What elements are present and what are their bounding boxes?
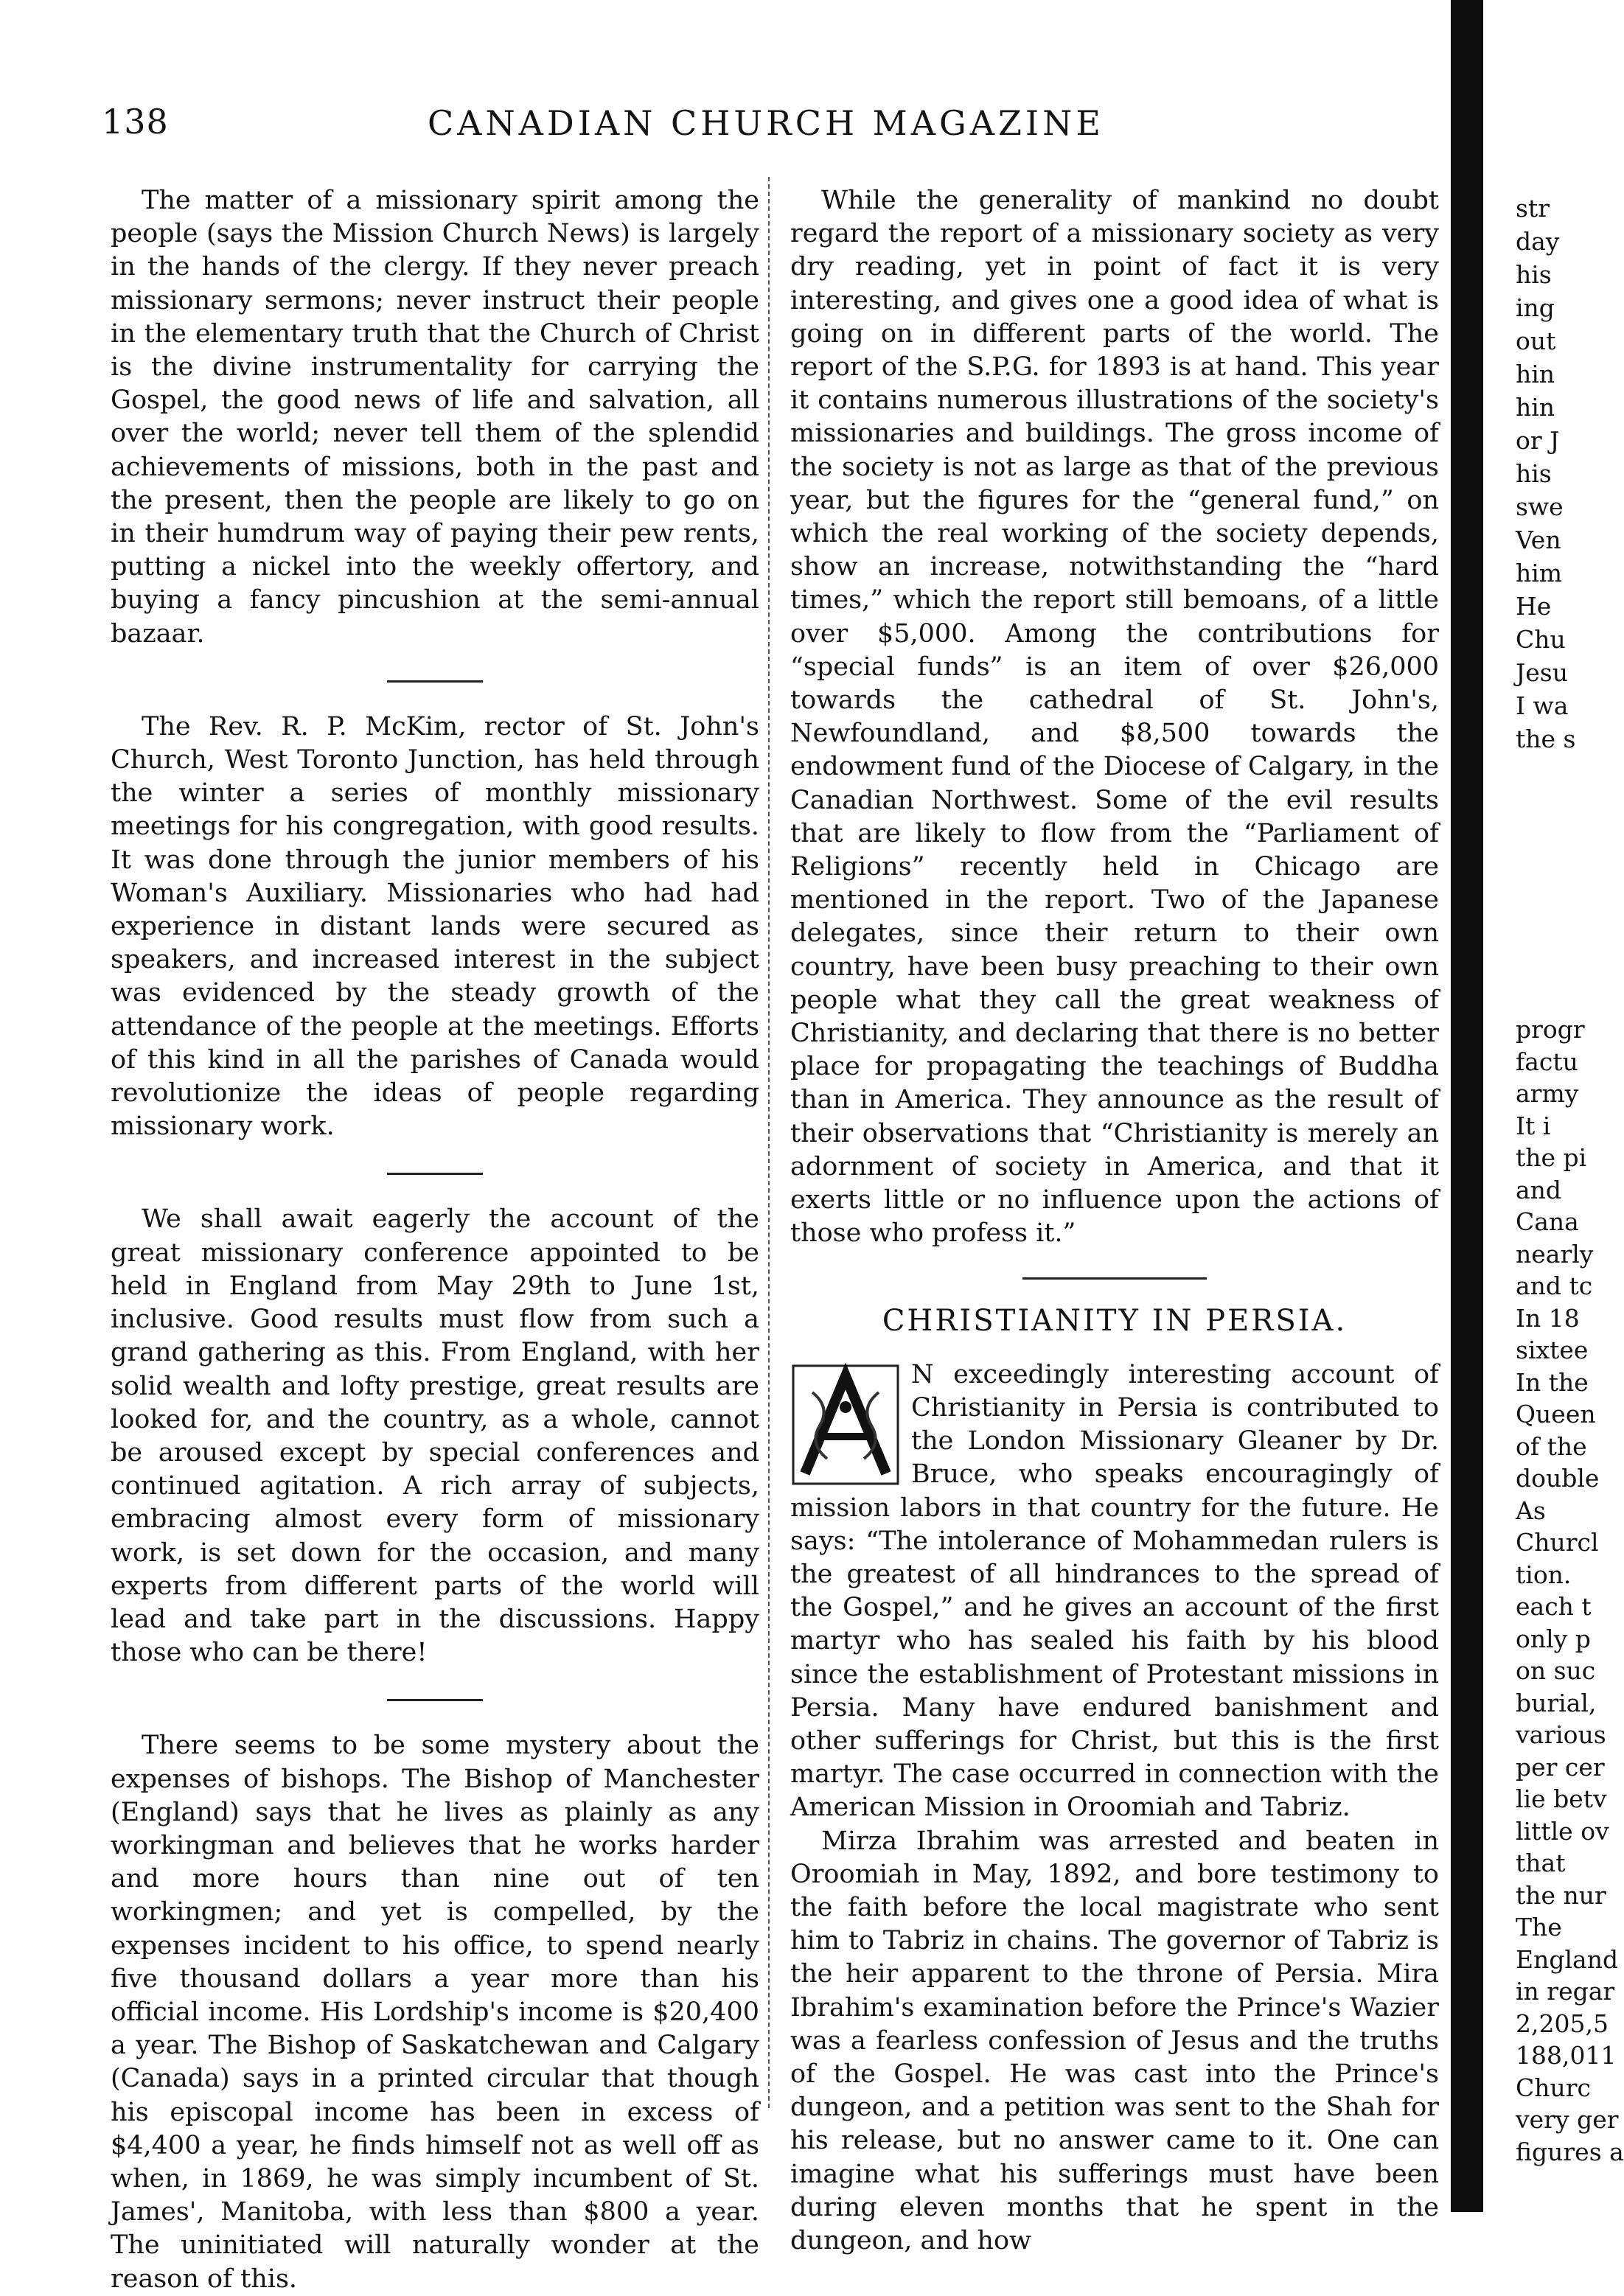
adjacent-page-line: Chu <box>1516 625 1566 654</box>
adjacent-page-fragment <box>1516 0 1624 2212</box>
adjacent-page-line: hin <box>1516 393 1555 422</box>
running-title: CANADIAN CHURCH MAGAZINE <box>428 103 1104 143</box>
right-column <box>790 184 1439 2258</box>
adjacent-page-line: ing <box>1516 293 1555 322</box>
adjacent-page-line: It i <box>1516 1111 1551 1140</box>
adjacent-page-line: little ov <box>1516 1816 1609 1846</box>
adjacent-page-line: double <box>1516 1464 1600 1493</box>
section-divider <box>387 1173 483 1175</box>
paragraph-spg-report: While the generality of mankind no doubt regard the report of a missionary society as very dry reading, yet in point of fact it is very interesting, and gives one a good idea of what is going on in different parts of the world. The report of the S.P.G. for 1893 is at hand. This year it contains numerous illustrations of the society's missionaries and buildings. The gross income of the society is not as large as that of the previous year, but the figures for the “general fund,” on which the real working of the society depends, show an increase, notwithstanding the “hard times,” which the report still bemoans, of a little over $5,000. Among the contributions for “special funds” is an item of over $26,000 towards the cathedral of St. John's, Newfoundland, and $8,500 towards the endowment fund of the Diocese of Calgary, in the Canadian Northwest. Some of the evil results that are likely to flow from the “Parliament of Religions” recently held in Chicago are mentioned in the report. Two of the Japanese delegates, since their return to their own country, have been busy preaching to their own people what they call the great weakness of Christianity, and declaring that there is no better place for propagating the teachings of Buddha than in America. They announce as the result of their observations that “Christianity is merely an adornment of society in America, and that it exerts little or no influence upon the actions of those who profess it.” <box>790 186 1439 1249</box>
adjacent-page-line: Churcl <box>1516 1528 1599 1557</box>
section-divider <box>387 1699 483 1701</box>
adjacent-page-line: him <box>1516 559 1563 587</box>
paragraph-bishops: There seems to be some mystery about the expenses of bishops. The Bishop of Manchester (England) says that he lives as plainly as any workingman and believes that he works harder and more hours than nine out of ten workingmen; and yet is compelled, by the expenses incident to his office, to spend nearly five thousand dollars a year more than his official income. His Lordship's income is $20,400 a year. The Bishop of Saskatchewan and Calgary (Canada) says in a printed circular that though his episcopal income has been in excess of $4,400 a year, he finds himself not as well off as when, in 1869, he was simply incumbent of St. James', Manitoba, with less than $800 a year. The uninitiated will naturally wonder at the reason of this. <box>111 1731 759 2294</box>
adjacent-page-line: Queen <box>1516 1400 1596 1428</box>
binding-shadow <box>1451 0 1483 2212</box>
adjacent-page-line: burial, <box>1516 1688 1597 1717</box>
adjacent-page-line: hin <box>1516 360 1555 388</box>
adjacent-page-line: per cer <box>1516 1752 1605 1782</box>
adjacent-page-line: He <box>1516 592 1552 621</box>
adjacent-page-line: very ger <box>1516 2105 1619 2134</box>
section-divider <box>1022 1277 1207 1280</box>
adjacent-page-line: As <box>1516 1496 1546 1525</box>
adjacent-page-line: 188,011 <box>1516 2041 1617 2070</box>
adjacent-page-line: The <box>1516 1913 1562 1941</box>
adjacent-page-line: tion. <box>1516 1560 1572 1589</box>
adjacent-page-line: his <box>1516 260 1552 289</box>
adjacent-page-line: or J <box>1516 426 1560 455</box>
adjacent-page-line: that <box>1516 1849 1566 1877</box>
adjacent-page-line: Churc <box>1516 2073 1592 2102</box>
left-column <box>111 184 759 2296</box>
adjacent-page-line: progr <box>1516 1015 1585 1044</box>
adjacent-page-line: in regar <box>1516 1977 1615 2006</box>
adjacent-page-line: the pi <box>1516 1143 1587 1172</box>
page-number: 138 <box>102 102 169 142</box>
adjacent-page-line: Ven <box>1516 526 1561 554</box>
paragraph-missionary-spirit: The matter of a missionary spirit among the people (says the Mission Church News) is largely in the hands of the clergy. If they never preach missionary sermons; never instruct their people in the elementary truth that the Church of Christ is the divine instrumentality for carrying the Gospel, the good news of life and salvation, all over the world; never tell them of the splendid achievements of missions, both in the past and the present, then the people are likely to go on in their humdrum way of paying their pew rents, putting a nickel into the weekly offertory, and buying a fancy pincushion at the semi-annual bazaar. <box>111 186 759 649</box>
adjacent-page-line: out <box>1516 327 1556 355</box>
adjacent-page-line: Jesu <box>1516 658 1568 687</box>
adjacent-page-line: In 18 <box>1516 1303 1580 1333</box>
adjacent-page-line: swe <box>1516 492 1564 521</box>
adjacent-page-line: Cana <box>1516 1207 1579 1236</box>
adjacent-page-line: and <box>1516 1175 1562 1204</box>
adjacent-page-line: 2,205,5 <box>1516 2009 1609 2038</box>
adjacent-page-line: sixtee <box>1516 1336 1589 1364</box>
adjacent-page-line: day <box>1516 227 1560 256</box>
adjacent-page-line: only p <box>1516 1624 1591 1653</box>
paragraph-mirza-ibrahim: Mirza Ibrahim was arrested and beaten in Oroomiah in May, 1892, and bore testimony to the faith before the local magistrate who sent him to Tabriz in chains. The governor of Tabriz is the heir apparent to the throne of Persia. Mira Ibrahim's examination before the Prince's Wazier was a fearless confession of Jesus and the truths of the Gospel. He was cast into the Prince's dungeon, and a petition was sent to the Shah for his release, but no answer came to it. One can imagine what his sufferings must have been during eleven months that he spent in the dungeon, and how <box>790 1826 1439 2255</box>
adjacent-page-line: on suc <box>1516 1656 1596 1685</box>
adjacent-page-line: figures a <box>1516 2137 1624 2166</box>
adjacent-page-line: nearly <box>1516 1239 1594 1269</box>
adjacent-page-line: army <box>1516 1079 1579 1108</box>
adjacent-page-line: England <box>1516 1944 1619 1974</box>
column-divider <box>768 177 770 2108</box>
adjacent-page-line: various <box>1516 1720 1606 1749</box>
adjacent-page-line: each t <box>1516 1592 1592 1621</box>
adjacent-page-line: In the <box>1516 1367 1589 1397</box>
paragraph-conference: We shall await eagerly the account of the great missionary conference appointed to be held in England from May 29th to June 1st, inclusive. Good results must flow from such a grand gathering as this. From England, with her solid wealth and lofty prestige, great results are looked for, and the country, as a whole, cannot be aroused except by special conferences and continued agitation. A rich array of subjects, embracing almost every form of missionary work, is set down for the occasion, and many experts from different parts of the world will lead and take part in the discussions. Happy those who can be there! <box>111 1204 759 1668</box>
adjacent-page-line: of the <box>1516 1431 1587 1461</box>
paragraph-mckim: The Rev. R. P. McKim, rector of St. John's Church, West Toronto Junction, has held through the winter a series of monthly missionary meetings for his congregation, with good results. It was done through the junior members of his Woman's Auxiliary. Missionaries who had had experience in distant lands were secured as speakers, and increased interest in the subject was evidenced by the steady growth of the attendance of the people at the meetings. Efforts of this kind in all the parishes of Canada would revolutionize the ideas of people regarding missionary work. <box>111 711 759 1142</box>
paragraph-persia-intro: N exceedingly interesting account of Christianity in Persia is contributed to the London Missionary Gleaner by Dr. Bruce, who speaks encouragingly of mission labors in that country for the future. He says: “The intolerance of Mohammedan rulers is the greatest of all hindrances to the spread of the Gospel,” and he gives an account of the first martyr who has sealed his faith by his blood since the establishment of Protestant missions in Persia. Many have endured banishment and other sufferings for Christ, but this is the first martyr. The case occurred in connection with the American Mission in Oroomiah and Tabriz. <box>790 1359 1439 1823</box>
adjacent-page-line: lie betv <box>1516 1784 1607 1813</box>
ornamental-initial-a <box>790 1363 901 1487</box>
adjacent-page-line: str <box>1516 194 1550 223</box>
adjacent-page-line: I wa <box>1516 691 1569 720</box>
adjacent-page-line: the nur <box>1516 1880 1606 1910</box>
article-title: CHRISTIANITY IN PERSIA. <box>882 1303 1348 1338</box>
adjacent-page-line: factu <box>1516 1047 1578 1076</box>
adjacent-page-line: the s <box>1516 725 1576 753</box>
section-divider <box>387 680 483 683</box>
adjacent-page-line: his <box>1516 459 1552 488</box>
adjacent-page-line: and tc <box>1516 1271 1593 1300</box>
